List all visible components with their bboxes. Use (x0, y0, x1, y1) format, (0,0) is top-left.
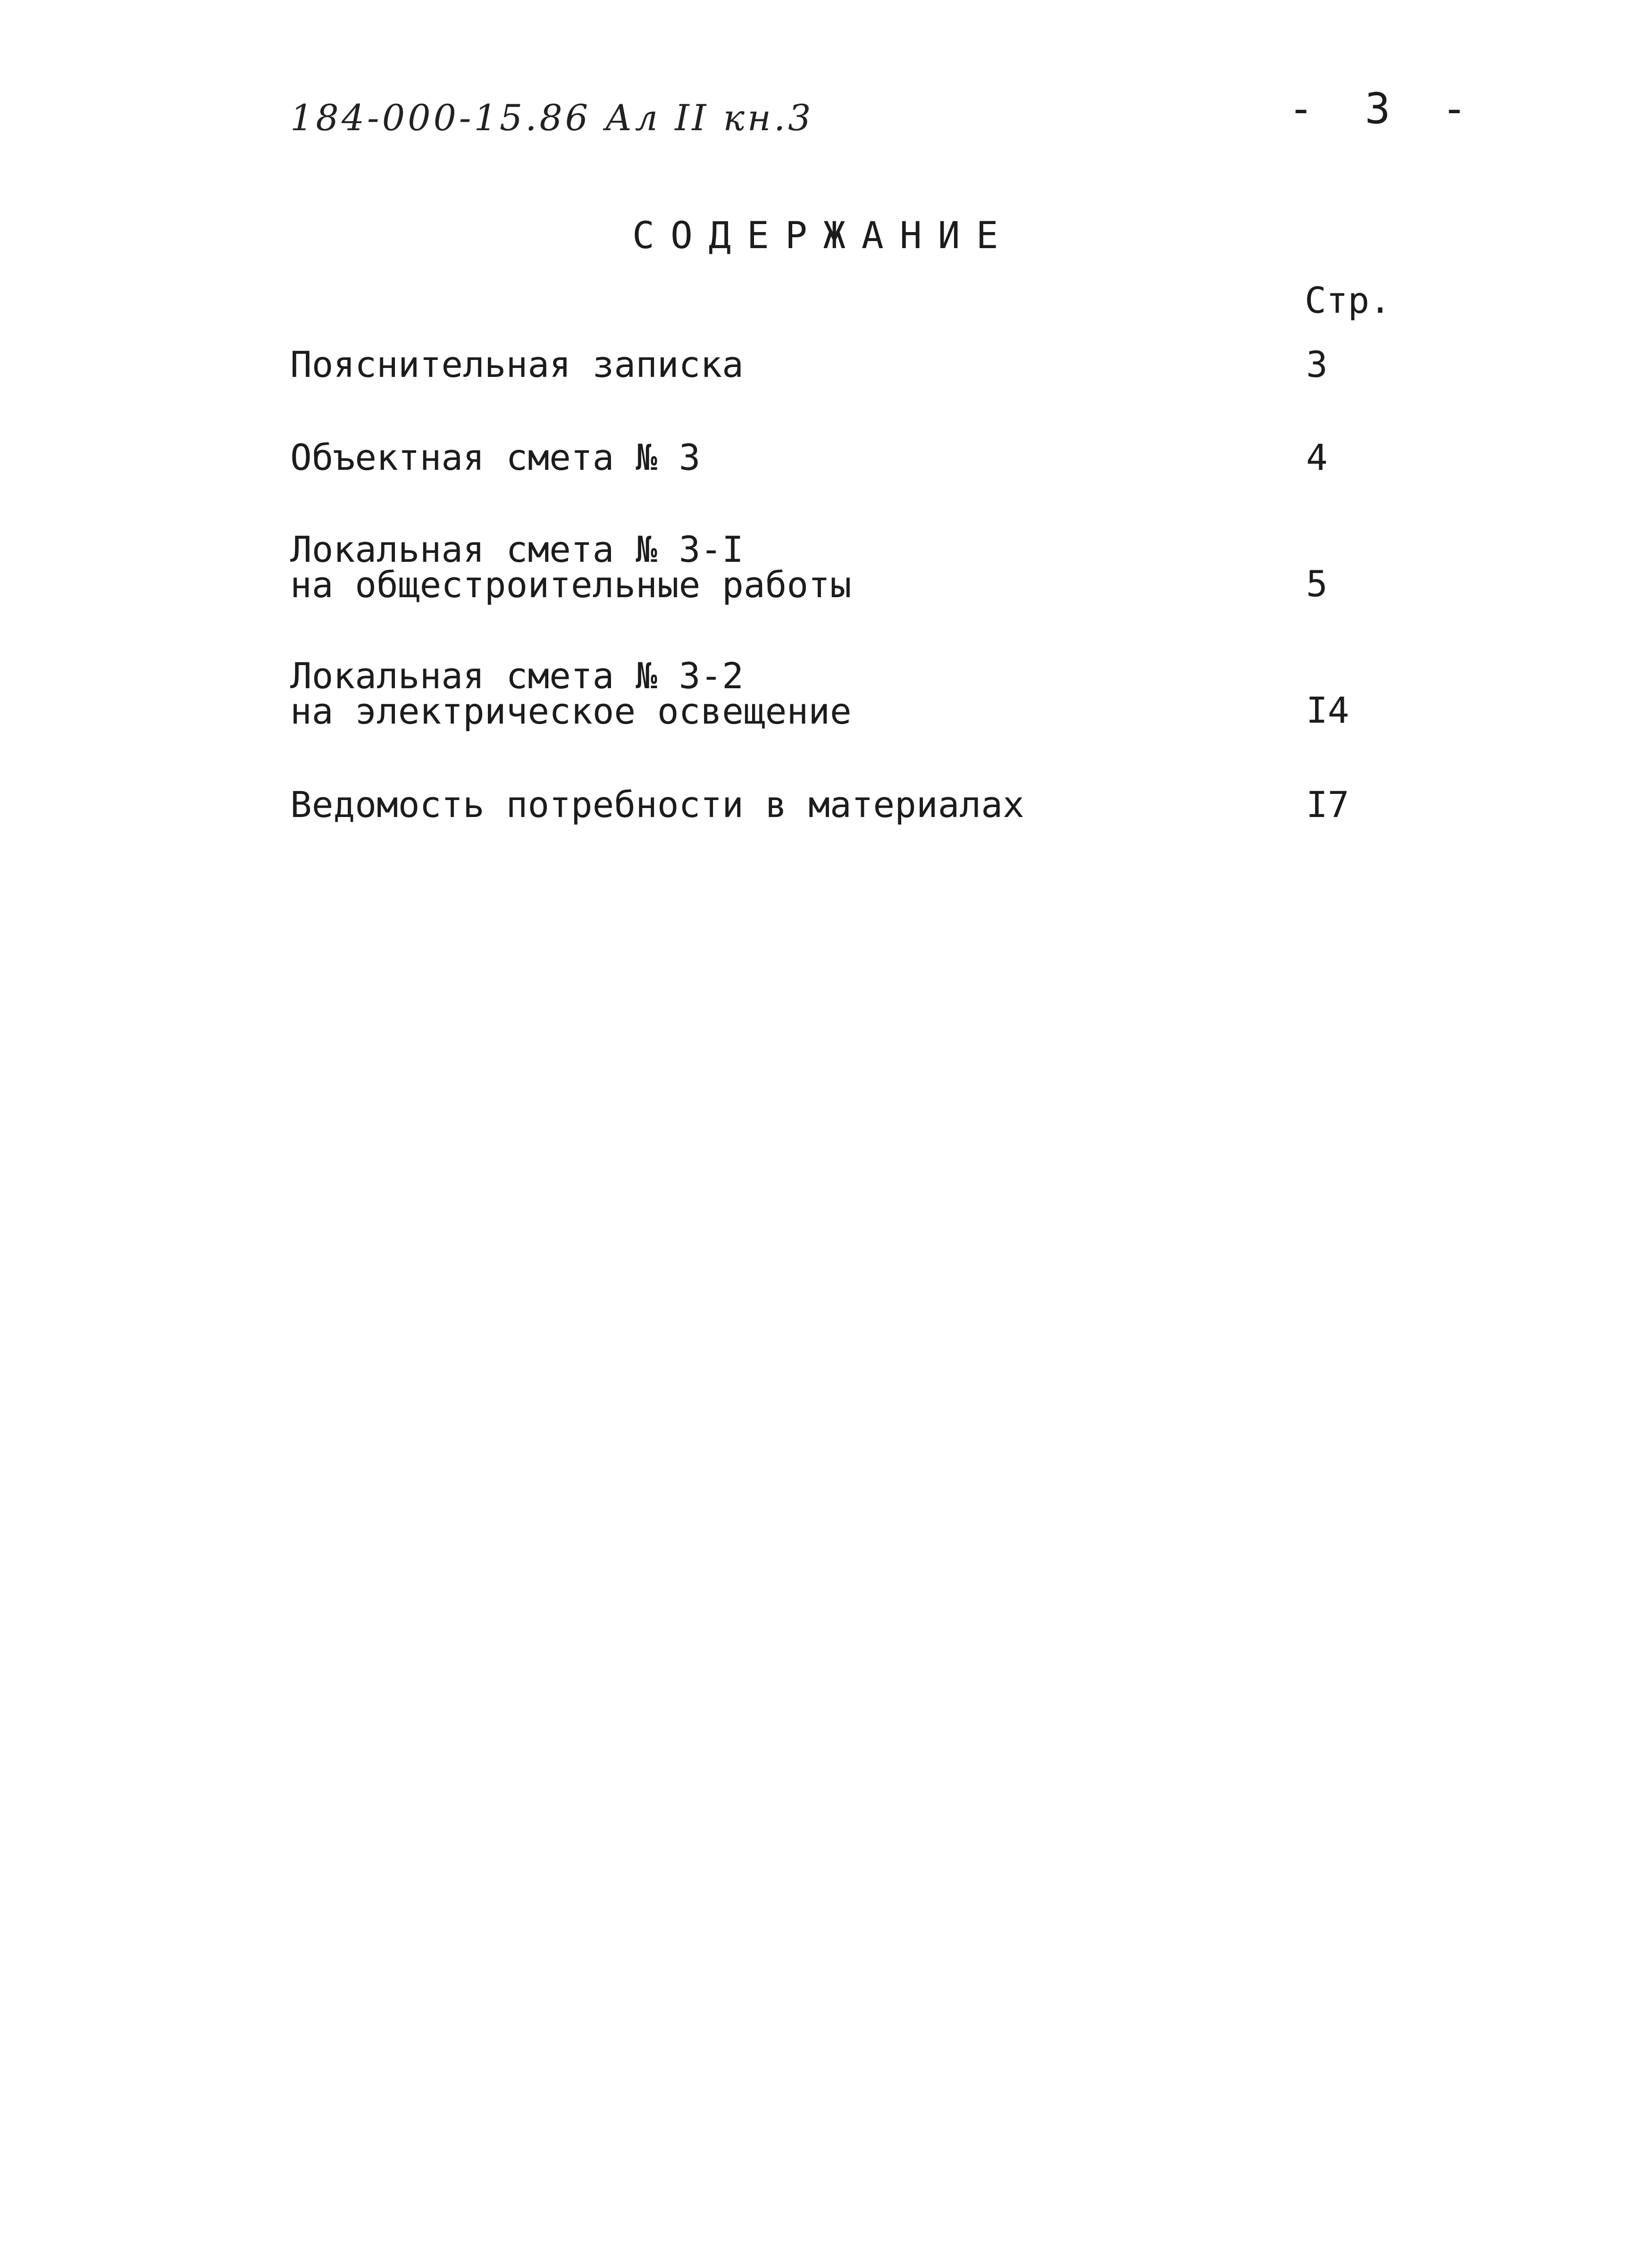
toc-entry-page: I7 (1306, 784, 1349, 825)
toc-entry-line: Ведомость потребности в материалах (290, 784, 1024, 825)
toc-entry-line: на электрическое освещение (290, 690, 852, 732)
toc-entry-text (290, 784, 1024, 825)
toc-entry-page: 5 (1306, 563, 1328, 605)
toc-entry-line: Пояснительная записка (290, 343, 744, 385)
toc-entry-text (290, 436, 701, 478)
toc-entry-line: на общестроительные работы (290, 564, 852, 606)
toc-entry-text (290, 655, 852, 732)
toc-entry-page: I4 (1306, 689, 1349, 731)
toc-entry-line: Объектная смета № 3 (290, 436, 701, 478)
toc-entry-page: 4 (1306, 436, 1328, 478)
page-title: СОДЕРЖАНИЕ (632, 215, 1014, 257)
toc-entry-text (290, 528, 852, 606)
toc-entry-line: Локальная смета № 3-2 (290, 655, 744, 697)
toc-entry-text (290, 343, 744, 385)
toc-entry-line: Локальная смета № 3-I (290, 528, 744, 570)
handwritten-document-code: 184-000-15.86 Ал II кн.3 (290, 97, 814, 139)
page-column-header: Стр. (1305, 279, 1391, 321)
page-number: - 3 - (1288, 84, 1467, 133)
toc-entry-page: 3 (1306, 343, 1328, 385)
